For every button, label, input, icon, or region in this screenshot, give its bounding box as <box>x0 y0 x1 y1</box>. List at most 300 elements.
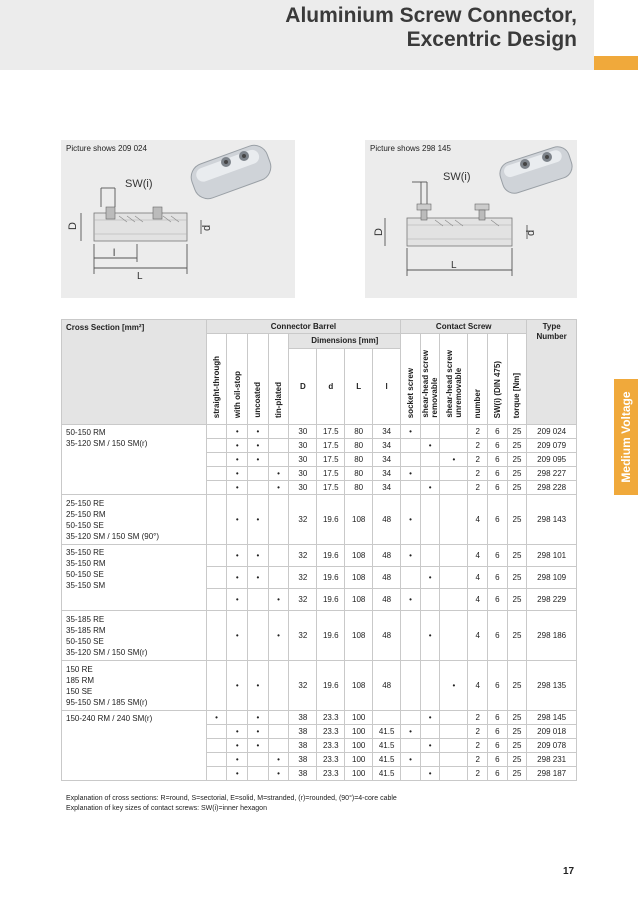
cell-socket-screw <box>401 567 421 589</box>
cell-socket-screw <box>401 767 421 781</box>
header-accent-bar <box>594 56 638 70</box>
footnotes <box>66 794 397 814</box>
cell-dim-d: 17.5 <box>317 453 345 467</box>
cell-dim-d: 17.5 <box>317 439 345 453</box>
cell-type-number: 298 231 <box>527 753 577 767</box>
cell-dim-D: 32 <box>289 611 317 661</box>
cell-dim-L: 80 <box>345 481 373 495</box>
cell-number: 2 <box>468 453 488 467</box>
cell-socket-screw <box>401 453 421 467</box>
cell-uncoated <box>248 767 269 781</box>
cell-shear-head-removable <box>420 495 440 545</box>
cell-shear-head-removable: • <box>420 611 440 661</box>
cell-socket-screw: • <box>401 467 421 481</box>
cell-shear-head-unremovable <box>440 739 468 753</box>
cell-shear-head-removable <box>420 661 440 711</box>
cell-shear-head-unremovable <box>440 425 468 439</box>
cell-tin-plated <box>268 453 289 467</box>
cell-number: 2 <box>468 439 488 453</box>
cell-dim-d: 19.6 <box>317 495 345 545</box>
cell-uncoated <box>248 753 269 767</box>
cell-dim-L: 80 <box>345 467 373 481</box>
cell-type-number: 209 018 <box>527 725 577 739</box>
cell-dim-D: 32 <box>289 567 317 589</box>
cell-type-number: 298 145 <box>527 711 577 725</box>
section-tab-medium-voltage <box>614 379 638 495</box>
cell-uncoated: • <box>248 425 269 439</box>
header-number: number <box>468 334 488 425</box>
cell-number: 2 <box>468 711 488 725</box>
cell-with-oil-stop <box>227 711 248 725</box>
cell-torque: 25 <box>507 481 527 495</box>
cell-shear-head-unremovable: • <box>440 453 468 467</box>
cell-type-number: 298 143 <box>527 495 577 545</box>
header-contact-screw: Contact Screw <box>401 320 527 334</box>
cell-with-oil-stop: • <box>227 589 248 611</box>
cell-tin-plated: • <box>268 481 289 495</box>
cell-straight-through <box>206 481 227 495</box>
cell-straight-through <box>206 611 227 661</box>
title-line-2: Excentric Design <box>406 28 577 51</box>
cell-shear-head-unremovable <box>440 711 468 725</box>
table-row <box>62 545 577 567</box>
cell-type-number: 298 135 <box>527 661 577 711</box>
cell-dim-l: 34 <box>373 453 401 467</box>
cell-dim-d: 17.5 <box>317 425 345 439</box>
cell-dim-L: 100 <box>345 767 373 781</box>
cell-tin-plated: • <box>268 589 289 611</box>
table-row <box>62 611 577 661</box>
cell-straight-through <box>206 425 227 439</box>
cell-with-oil-stop: • <box>227 467 248 481</box>
cell-straight-through <box>206 567 227 589</box>
title-line-1: Aluminium Screw Connector, <box>285 4 577 27</box>
connector-photo-1 <box>187 141 274 202</box>
cell-with-oil-stop: • <box>227 481 248 495</box>
cell-shear-head-removable <box>420 545 440 567</box>
cell-dim-d: 23.3 <box>317 753 345 767</box>
page-title <box>285 4 577 52</box>
cell-dim-d: 19.6 <box>317 545 345 567</box>
cell-straight-through <box>206 589 227 611</box>
cell-number: 2 <box>468 467 488 481</box>
cell-dim-l <box>373 711 401 725</box>
cell-uncoated: • <box>248 661 269 711</box>
cell-socket-screw <box>401 711 421 725</box>
cell-uncoated: • <box>248 495 269 545</box>
cell-shear-head-removable <box>420 425 440 439</box>
cell-dim-l: 41.5 <box>373 739 401 753</box>
cell-dim-D: 30 <box>289 453 317 467</box>
cell-straight-through <box>206 467 227 481</box>
cell-sw-din: 6 <box>487 495 507 545</box>
cell-type-number: 298 187 <box>527 767 577 781</box>
cell-torque: 25 <box>507 589 527 611</box>
cell-shear-head-unremovable <box>440 589 468 611</box>
header-dim-d: d <box>317 348 345 424</box>
cell-number: 4 <box>468 611 488 661</box>
cell-type-number: 209 095 <box>527 453 577 467</box>
cell-type-number: 209 024 <box>527 425 577 439</box>
product-table <box>61 319 577 781</box>
diameter-D-label-2: D <box>373 228 385 236</box>
cell-tin-plated <box>268 661 289 711</box>
cell-shear-head-removable: • <box>420 711 440 725</box>
cell-shear-head-unremovable <box>440 753 468 767</box>
page-number: 17 <box>563 866 575 877</box>
cell-dim-L: 80 <box>345 425 373 439</box>
header-tin-plated: tin-plated <box>268 334 289 425</box>
cell-with-oil-stop: • <box>227 753 248 767</box>
cell-torque: 25 <box>507 567 527 589</box>
cell-straight-through <box>206 753 227 767</box>
cell-dim-L: 100 <box>345 753 373 767</box>
cell-with-oil-stop: • <box>227 739 248 753</box>
cell-socket-screw <box>401 661 421 711</box>
cell-dim-L: 108 <box>345 567 373 589</box>
header-dim-L: L <box>345 348 373 424</box>
cell-uncoated <box>248 611 269 661</box>
cell-shear-head-removable: • <box>420 767 440 781</box>
cell-sw-din: 6 <box>487 661 507 711</box>
cell-uncoated: • <box>248 567 269 589</box>
cell-dim-l: 41.5 <box>373 725 401 739</box>
cell-sw-din: 6 <box>487 753 507 767</box>
cell-tin-plated: • <box>268 467 289 481</box>
header-connector-barrel: Connector Barrel <box>206 320 400 334</box>
header-uncoated: uncoated <box>248 334 269 425</box>
cell-shear-head-unremovable <box>440 467 468 481</box>
header-torque: torque [Nm] <box>507 334 527 425</box>
cell-dim-l: 41.5 <box>373 767 401 781</box>
table-header-row-1 <box>62 320 577 334</box>
cell-dim-D: 38 <box>289 753 317 767</box>
cell-dim-d: 23.3 <box>317 767 345 781</box>
cell-torque: 25 <box>507 711 527 725</box>
cell-tin-plated <box>268 495 289 545</box>
cell-uncoated <box>248 589 269 611</box>
cross-section-cell: 150 RE 185 RM 150 SE 95-150 SM / 185 SM(r) <box>62 661 207 711</box>
footnote-cross-sections: Explanation of cross sections: R=round, S=sectorial, E=solid, M=stranded, (r)=rounded, (90°)=4-core cable <box>66 795 397 802</box>
cell-dim-l: 48 <box>373 495 401 545</box>
cell-shear-head-removable <box>420 753 440 767</box>
cell-with-oil-stop: • <box>227 425 248 439</box>
cell-socket-screw: • <box>401 589 421 611</box>
cell-number: 4 <box>468 661 488 711</box>
cell-with-oil-stop: • <box>227 611 248 661</box>
cell-dim-l: 34 <box>373 439 401 453</box>
cell-type-number: 298 186 <box>527 611 577 661</box>
cell-torque: 25 <box>507 495 527 545</box>
table-row <box>62 711 577 725</box>
cell-sw-din: 6 <box>487 439 507 453</box>
cell-socket-screw: • <box>401 725 421 739</box>
connector-drawing-2 <box>365 140 577 298</box>
cell-shear-head-removable <box>420 589 440 611</box>
cell-dim-L: 100 <box>345 725 373 739</box>
cell-dim-l: 48 <box>373 661 401 711</box>
header-shear-head-removable: shear-head screw removable <box>420 334 440 425</box>
cross-section-cell: 35-150 RE 35-150 RM 50-150 SE 35-150 SM <box>62 545 207 611</box>
cell-uncoated: • <box>248 439 269 453</box>
cell-tin-plated: • <box>268 753 289 767</box>
cell-straight-through <box>206 739 227 753</box>
cell-sw-din: 6 <box>487 481 507 495</box>
cell-dim-l: 41.5 <box>373 753 401 767</box>
cell-tin-plated <box>268 425 289 439</box>
header-socket-screw: socket screw <box>401 334 421 425</box>
cell-straight-through <box>206 439 227 453</box>
cell-dim-d: 23.3 <box>317 711 345 725</box>
cell-straight-through <box>206 725 227 739</box>
sw-label-2: SW(i) <box>443 171 471 183</box>
cell-dim-l: 34 <box>373 425 401 439</box>
cell-socket-screw: • <box>401 495 421 545</box>
cell-torque: 25 <box>507 453 527 467</box>
cell-sw-din: 6 <box>487 589 507 611</box>
cell-straight-through <box>206 545 227 567</box>
cell-straight-through <box>206 767 227 781</box>
figure-panel-2 <box>365 140 577 298</box>
header-shear-head-unremovable: shear-head screw unremovable <box>440 334 468 425</box>
cell-socket-screw: • <box>401 425 421 439</box>
cell-tin-plated <box>268 739 289 753</box>
cell-number: 2 <box>468 753 488 767</box>
cell-dim-L: 108 <box>345 589 373 611</box>
cell-dim-D: 30 <box>289 481 317 495</box>
cell-uncoated: • <box>248 545 269 567</box>
cell-sw-din: 6 <box>487 725 507 739</box>
cell-straight-through <box>206 495 227 545</box>
cell-dim-D: 32 <box>289 661 317 711</box>
cell-with-oil-stop: • <box>227 661 248 711</box>
cell-shear-head-removable <box>420 725 440 739</box>
cell-uncoated: • <box>248 725 269 739</box>
cell-type-number: 298 101 <box>527 545 577 567</box>
cell-dim-D: 38 <box>289 739 317 753</box>
header-dim-l: l <box>373 348 401 424</box>
cell-dim-l: 34 <box>373 467 401 481</box>
cell-dim-D: 30 <box>289 467 317 481</box>
header-straight-through: straight-through <box>206 334 227 425</box>
cell-dim-l: 34 <box>373 481 401 495</box>
cell-dim-L: 108 <box>345 495 373 545</box>
cell-with-oil-stop: • <box>227 453 248 467</box>
cell-dim-d: 19.6 <box>317 567 345 589</box>
cell-shear-head-removable: • <box>420 439 440 453</box>
cross-section-cell: 50-150 RM 35-120 SM / 150 SM(r) <box>62 425 207 495</box>
cell-dim-L: 80 <box>345 453 373 467</box>
cell-sw-din: 6 <box>487 425 507 439</box>
diameter-D-label-1: D <box>67 222 79 230</box>
cell-dim-d: 19.6 <box>317 589 345 611</box>
cell-dim-L: 108 <box>345 661 373 711</box>
length-L-label-1: L <box>137 271 143 282</box>
cell-torque: 25 <box>507 439 527 453</box>
cell-dim-D: 32 <box>289 495 317 545</box>
cell-sw-din: 6 <box>487 711 507 725</box>
cell-shear-head-unremovable <box>440 545 468 567</box>
cell-number: 4 <box>468 567 488 589</box>
cell-type-number: 209 078 <box>527 739 577 753</box>
cell-dim-L: 100 <box>345 739 373 753</box>
cell-torque: 25 <box>507 545 527 567</box>
cell-number: 2 <box>468 739 488 753</box>
cell-dim-D: 30 <box>289 425 317 439</box>
cell-torque: 25 <box>507 725 527 739</box>
cell-tin-plated <box>268 567 289 589</box>
cell-with-oil-stop: • <box>227 725 248 739</box>
cell-socket-screw: • <box>401 545 421 567</box>
cell-shear-head-unremovable <box>440 481 468 495</box>
table-row <box>62 661 577 711</box>
cell-shear-head-removable: • <box>420 481 440 495</box>
cell-torque: 25 <box>507 661 527 711</box>
cell-type-number: 298 227 <box>527 467 577 481</box>
figure-panel-1 <box>61 140 295 298</box>
cell-sw-din: 6 <box>487 467 507 481</box>
cell-with-oil-stop: • <box>227 495 248 545</box>
cell-dim-D: 32 <box>289 545 317 567</box>
cell-dim-l: 48 <box>373 611 401 661</box>
cell-tin-plated <box>268 711 289 725</box>
cell-uncoated: • <box>248 711 269 725</box>
cell-sw-din: 6 <box>487 567 507 589</box>
length-L-label-2: L <box>451 260 457 271</box>
cell-dim-d: 23.3 <box>317 739 345 753</box>
cell-shear-head-unremovable <box>440 439 468 453</box>
connector-drawing-1 <box>61 140 295 298</box>
cell-type-number: 298 109 <box>527 567 577 589</box>
cell-number: 2 <box>468 725 488 739</box>
cell-dim-D: 38 <box>289 711 317 725</box>
header-with-oil-stop: with oil-stop <box>227 334 248 425</box>
header-dim-D: D <box>289 348 317 424</box>
cell-number: 4 <box>468 589 488 611</box>
cell-type-number: 298 228 <box>527 481 577 495</box>
cell-straight-through <box>206 661 227 711</box>
cell-dim-D: 38 <box>289 725 317 739</box>
table-row <box>62 495 577 545</box>
cell-dim-D: 30 <box>289 439 317 453</box>
cell-straight-through: • <box>206 711 227 725</box>
cell-dim-l: 48 <box>373 545 401 567</box>
cell-uncoated <box>248 481 269 495</box>
cell-socket-screw: • <box>401 753 421 767</box>
cell-dim-l: 48 <box>373 589 401 611</box>
cell-dim-D: 32 <box>289 589 317 611</box>
cell-torque: 25 <box>507 425 527 439</box>
cell-dim-d: 17.5 <box>317 467 345 481</box>
figure-caption-1: Picture shows 209 024 <box>66 144 147 153</box>
cell-shear-head-unremovable <box>440 567 468 589</box>
cell-with-oil-stop: • <box>227 545 248 567</box>
cell-type-number: 298 229 <box>527 589 577 611</box>
cell-with-oil-stop: • <box>227 439 248 453</box>
header-cross-section: Cross Section [mm²] <box>62 320 207 425</box>
cell-shear-head-unremovable <box>440 767 468 781</box>
length-l-label-1: l <box>113 248 116 259</box>
cell-shear-head-unremovable <box>440 725 468 739</box>
cell-tin-plated <box>268 439 289 453</box>
footnote-key-sizes: Explanation of key sizes of contact screws: SW(i)=inner hexagon <box>66 805 267 812</box>
diameter-d-label-1: d <box>201 224 213 231</box>
cell-dim-d: 19.6 <box>317 611 345 661</box>
cell-shear-head-removable: • <box>420 739 440 753</box>
cell-shear-head-unremovable: • <box>440 661 468 711</box>
cell-number: 4 <box>468 545 488 567</box>
cell-dim-L: 80 <box>345 439 373 453</box>
cross-section-cell: 35-185 RE 35-185 RM 50-150 SE 35-120 SM / 150 SM(r) <box>62 611 207 661</box>
cell-torque: 25 <box>507 739 527 753</box>
cell-sw-din: 6 <box>487 453 507 467</box>
cell-tin-plated <box>268 545 289 567</box>
cell-shear-head-unremovable <box>440 611 468 661</box>
cell-socket-screw <box>401 611 421 661</box>
cell-dim-l: 48 <box>373 567 401 589</box>
cross-section-cell: 25-150 RE 25-150 RM 50-150 SE 35-120 SM / 150 SM (90°) <box>62 495 207 545</box>
cell-tin-plated: • <box>268 767 289 781</box>
cell-shear-head-removable: • <box>420 567 440 589</box>
cell-torque: 25 <box>507 767 527 781</box>
diameter-d-label-2: d <box>525 229 537 236</box>
cross-section-cell: 150-240 RM / 240 SM(r) <box>62 711 207 781</box>
cell-socket-screw <box>401 481 421 495</box>
cell-sw-din: 6 <box>487 611 507 661</box>
cell-socket-screw <box>401 439 421 453</box>
header-sw-din: SW(i) (DIN 475) <box>487 334 507 425</box>
cell-with-oil-stop: • <box>227 567 248 589</box>
connector-photo-2 <box>497 144 575 197</box>
cell-number: 4 <box>468 495 488 545</box>
cell-socket-screw <box>401 739 421 753</box>
cell-type-number: 209 079 <box>527 439 577 453</box>
cell-dim-D: 38 <box>289 767 317 781</box>
cell-dim-d: 19.6 <box>317 661 345 711</box>
header-type-number: Type Number <box>527 320 577 425</box>
cell-dim-L: 108 <box>345 611 373 661</box>
table-row <box>62 425 577 439</box>
header-dimensions: Dimensions [mm] <box>289 334 401 349</box>
cell-straight-through <box>206 453 227 467</box>
cell-torque: 25 <box>507 753 527 767</box>
cell-number: 2 <box>468 425 488 439</box>
cell-sw-din: 6 <box>487 739 507 753</box>
cell-uncoated <box>248 467 269 481</box>
cell-with-oil-stop: • <box>227 767 248 781</box>
cell-number: 2 <box>468 481 488 495</box>
cell-torque: 25 <box>507 611 527 661</box>
cell-number: 2 <box>468 767 488 781</box>
section-tab-label: Medium Voltage <box>619 391 633 483</box>
cell-uncoated: • <box>248 739 269 753</box>
cell-dim-d: 23.3 <box>317 725 345 739</box>
cell-tin-plated: • <box>268 611 289 661</box>
cell-shear-head-removable <box>420 453 440 467</box>
cell-uncoated: • <box>248 453 269 467</box>
cell-torque: 25 <box>507 467 527 481</box>
cell-sw-din: 6 <box>487 545 507 567</box>
cell-dim-d: 17.5 <box>317 481 345 495</box>
cell-dim-L: 100 <box>345 711 373 725</box>
cell-dim-L: 108 <box>345 545 373 567</box>
cell-sw-din: 6 <box>487 767 507 781</box>
cell-shear-head-removable <box>420 467 440 481</box>
sw-label-1: SW(i) <box>125 178 153 190</box>
figure-caption-2: Picture shows 298 145 <box>370 144 451 153</box>
cell-shear-head-unremovable <box>440 495 468 545</box>
cell-tin-plated <box>268 725 289 739</box>
